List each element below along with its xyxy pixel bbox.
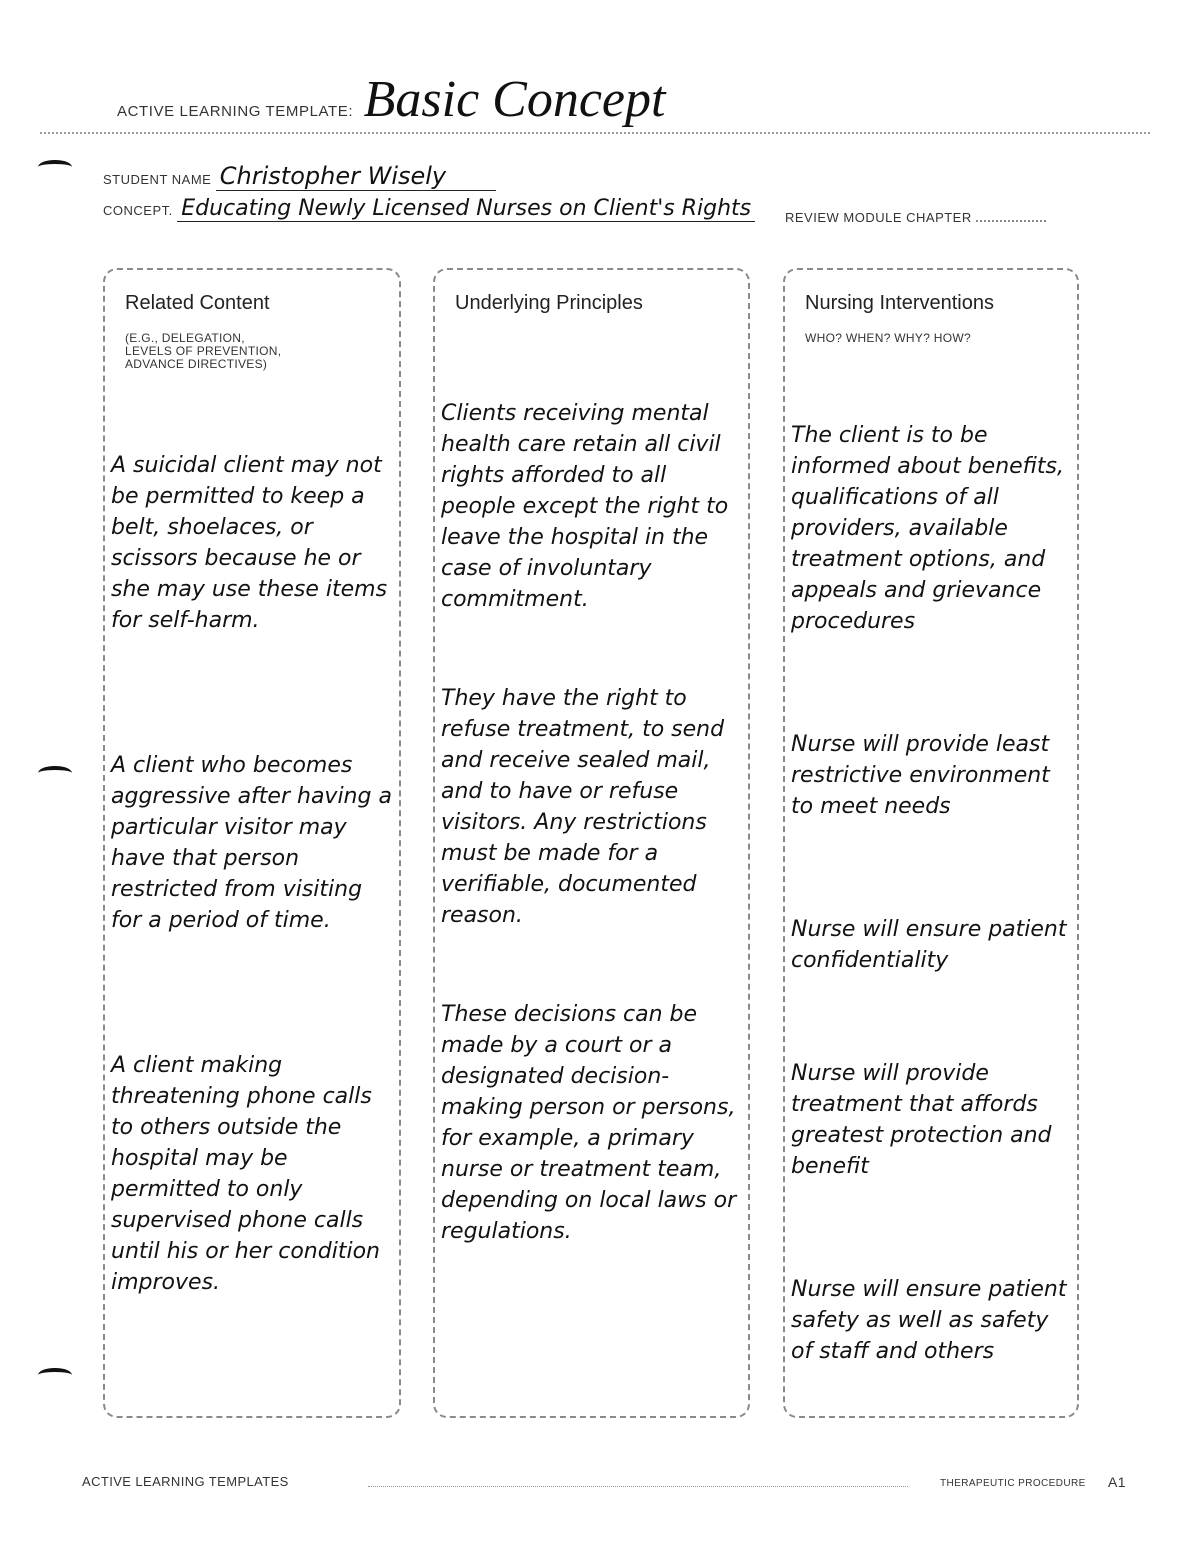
panel-subtitle: WHO? WHEN? WHY? HOW? — [805, 331, 972, 345]
template-label: ACTIVE LEARNING TEMPLATE: — [117, 103, 354, 120]
note-paragraph: Nurse will ensure patient safety as well as safety of staff and others — [791, 1277, 1074, 1364]
note-paragraph: They have the right to refuse treatment, to send and receive sealed mail, and to have or refuse visitors. Any restrictions must be made for a verifiable, documented reason. — [441, 686, 732, 928]
panel-nursing-interventions — [783, 268, 1079, 1418]
punch-hole-top — [38, 160, 72, 174]
footer-section: THERAPEUTIC PROCEDURE — [940, 1478, 1086, 1489]
note-paragraph: A suicidal client may not be permitted to keep a belt, shoelaces, or scissors because he or she may use these items for self-harm. — [111, 453, 395, 633]
title-divider — [40, 132, 1150, 134]
page-title: Basic Concept — [363, 71, 666, 128]
concept-row: CONCEPT. Educating Newly Licensed Nurses on Client's Rights — [103, 196, 755, 221]
student-name-label: STUDENT NAME — [103, 172, 212, 187]
note-paragraph: Clients receiving mental health care retain all civil rights afforded to all people except the right to leave the hospital in the case of involuntary commitment. — [441, 401, 736, 612]
note-paragraph: Nurse will provide treatment that affords greatest protection and benefit — [791, 1061, 1059, 1179]
student-name-value[interactable]: Christopher Wisely — [216, 162, 496, 191]
review-module-label: REVIEW MODULE CHAPTER — [785, 210, 972, 225]
panel-title: Nursing Interventions — [805, 292, 994, 314]
punch-hole-bottom — [38, 1368, 72, 1382]
panel-notes[interactable] — [441, 336, 742, 1309]
note-paragraph: A client who becomes aggressive after having a particular visitor may have that person restricted from visiting for a period of time. — [111, 753, 399, 933]
review-module-row — [785, 206, 1046, 227]
template-header — [117, 70, 665, 130]
panel-notes[interactable] — [111, 388, 399, 1360]
note-paragraph: A client making threatening phone calls to others outside the hospital may be permitted to only supervised phone calls until his or her condition improves. — [111, 1053, 387, 1295]
note-paragraph: Nurse will provide least restrictive environment to meet needs — [791, 732, 1057, 819]
note-paragraph: The client is to be informed about benefits, qualifications of all providers, available treatment options, and appeals and grievance procedures — [791, 423, 1071, 634]
note-paragraph: These decisions can be made by a court or a designated decision-making person or persons, for example, a primary nurse or treatment team, depending on local laws or regulations. — [441, 1002, 744, 1244]
review-module-value[interactable] — [976, 206, 1046, 222]
note-paragraph: Nurse will ensure patient confidentiality — [791, 917, 1074, 973]
footer-divider — [368, 1486, 908, 1487]
page-number: A1 — [1108, 1474, 1126, 1490]
footer-left: ACTIVE LEARNING TEMPLATES — [82, 1474, 289, 1489]
concept-value[interactable]: Educating Newly Licensed Nurses on Client's Rights — [177, 196, 755, 222]
panel-subtitle: (E.G., DELEGATION, LEVELS OF PREVENTION, ADVANCE DIRECTIVES) — [125, 331, 282, 371]
panel-underlying-principles — [433, 268, 750, 1418]
punch-hole-middle — [38, 766, 72, 780]
panel-notes[interactable] — [791, 358, 1074, 1429]
concept-label: CONCEPT — [103, 203, 169, 218]
panel-title: Related Content — [125, 292, 270, 314]
panel-related-content — [103, 268, 401, 1418]
panel-title: Underlying Principles — [455, 292, 643, 314]
student-name-row — [103, 162, 496, 190]
